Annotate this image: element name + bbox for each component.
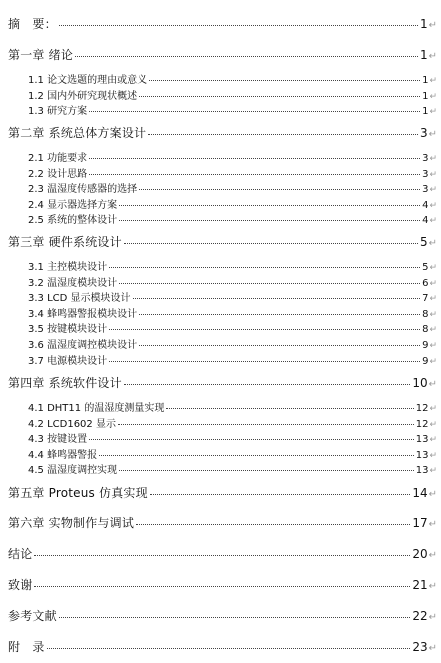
dot-leader [119,219,420,221]
toc-entry-title: 第四章 系统软件设计 [8,376,122,390]
paragraph-mark-icon: ↵ [429,341,437,351]
toc-page-number: 8 [422,324,429,335]
toc-page-number: 5 [419,235,428,249]
toc-page-number: 5 [422,262,429,273]
toc-entry-title: 3.2 温湿度模块设计 [28,278,118,289]
paragraph-mark-icon: ↵ [429,435,437,445]
paragraph-mark-icon: ↵ [429,357,437,367]
toc-section-entry[interactable] [0,336,441,351]
toc-entry-title: 第二章 系统总体方案设计 [8,126,147,140]
toc-entry-title: 4.3 按键设置 [28,434,88,445]
toc-page-number: 22 [412,609,428,623]
dot-leader [89,173,420,175]
toc-chapter-entry[interactable] [0,514,441,531]
toc-entry-title: 1.3 研究方案 [28,106,88,117]
paragraph-mark-icon: ↵ [428,20,437,31]
toc-page-number: 20 [412,547,428,561]
paragraph-mark-icon: ↵ [429,279,437,289]
paragraph-mark-icon: ↵ [429,107,437,117]
toc-section-entry[interactable] [0,165,441,180]
toc-entry-title: 3.6 温湿度调控模块设计 [28,340,138,351]
toc-entry-title: 结论 [8,547,33,561]
toc-chapter-entry[interactable] [0,124,441,141]
toc-section-entry[interactable] [0,102,441,117]
paragraph-mark-icon: ↵ [429,310,437,320]
dot-leader [119,204,420,206]
toc-page-number: 4 [422,215,429,226]
dot-leader [75,55,418,57]
paragraph-mark-icon: ↵ [429,420,437,430]
toc-chapter-entry[interactable] [0,374,441,391]
toc-entry-title: 2.5 系统的整体设计 [28,215,118,226]
toc-page-number: 1 [422,106,429,117]
paragraph-mark-icon: ↵ [428,129,437,140]
paragraph-mark-icon: ↵ [428,379,437,390]
paragraph-mark-icon: ↵ [429,263,437,273]
dot-leader [139,95,420,97]
dot-leader [89,157,420,159]
toc-section-entry[interactable] [0,415,441,430]
toc-entry-title: 4.5 温湿度调控实现 [28,465,118,476]
dot-leader [89,438,414,440]
toc-entry-title: 第六章 实物制作与调试 [8,516,135,530]
paragraph-mark-icon: ↵ [428,238,437,249]
dot-leader [148,133,418,135]
toc-entry-title: 2.1 功能要求 [28,153,88,164]
toc-section-entry[interactable] [0,461,441,476]
toc-page-number: 9 [422,356,429,367]
toc-chapter-entry[interactable] [0,46,441,63]
toc-chapter-entry[interactable] [0,484,441,501]
toc-page-number: 3 [419,126,428,140]
paragraph-mark-icon: ↵ [429,216,437,226]
paragraph-mark-icon: ↵ [428,51,437,62]
toc-entry-title: 第五章 Proteus 仿真实现 [8,486,148,500]
dot-leader [150,493,411,495]
toc-chapter-entry[interactable] [0,545,441,562]
toc-section-entry[interactable] [0,352,441,367]
paragraph-mark-icon: ↵ [429,185,437,195]
toc-page-number: 21 [412,578,428,592]
toc-entry-title: 3.5 按键模块设计 [28,324,108,335]
toc-entry-title: 3.4 蜂鸣器警报模块设计 [28,309,138,320]
paragraph-mark-icon: ↵ [429,325,437,335]
toc-section-entry[interactable] [0,399,441,414]
toc-page-number: 14 [412,486,428,500]
paragraph-mark-icon: ↵ [428,643,437,654]
toc-chapter-entry[interactable] [0,607,441,624]
toc-entry-title: 4.4 蜂鸣器警报 [28,450,98,461]
toc-page-number: 9 [422,340,429,351]
toc-section-entry[interactable] [0,289,441,304]
paragraph-mark-icon: ↵ [429,76,437,86]
toc-entry-title: 附 录 [8,640,45,654]
dot-leader [139,344,420,346]
toc-entry-title: 摘 要： [8,17,57,31]
toc-entry-title: 参考文献 [8,609,57,623]
dot-leader [59,24,418,26]
toc-entry-title: 2.2 设计思路 [28,169,88,180]
toc-section-entry[interactable] [0,274,441,289]
toc-entry-title: 3.7 电源模块设计 [28,356,108,367]
toc-entry-title: 1.2 国内外研究现状概述 [28,91,138,102]
toc-chapter-entry[interactable] [0,233,441,250]
paragraph-mark-icon: ↵ [429,466,437,476]
toc-section-entry[interactable] [0,258,441,273]
toc-page-number: 10 [412,376,428,390]
toc-chapter-entry[interactable] [0,15,441,32]
toc-page-number: 1 [419,48,428,62]
toc-page-number: 3 [422,153,429,164]
dot-leader [34,585,410,587]
dot-leader [133,297,421,299]
paragraph-mark-icon: ↵ [428,550,437,561]
toc-entry-title: 3.3 LCD 显示模块设计 [28,293,131,304]
toc-page-number: 12 [415,419,429,430]
paragraph-mark-icon: ↵ [429,201,437,211]
toc-entry-title: 第一章 绪论 [8,48,74,62]
dot-leader [89,110,420,112]
toc-page-number: 3 [422,184,429,195]
toc-entry-title: 4.2 LCD1602 显示 [28,419,116,430]
dot-leader [109,328,420,330]
dot-leader [136,523,410,525]
toc-entry-title: 1.1 论文选题的理由或意义 [28,75,148,86]
dot-leader [99,454,414,456]
toc-page-number: 13 [415,465,429,476]
paragraph-mark-icon: ↵ [428,489,437,500]
toc-page-number: 3 [422,169,429,180]
toc-entry-title: 致谢 [8,578,33,592]
paragraph-mark-icon: ↵ [428,581,437,592]
paragraph-mark-icon: ↵ [429,170,437,180]
toc-section-entry[interactable] [0,446,441,461]
dot-leader [119,282,420,284]
toc-page-number: 8 [422,309,429,320]
toc-chapter-entry[interactable] [0,638,441,655]
dot-leader [149,79,420,81]
toc-page-number: 1 [422,75,429,86]
toc-page-number: 1 [419,17,428,31]
dot-leader [119,469,414,471]
toc-section-entry[interactable] [0,305,441,320]
toc-page-number: 1 [422,91,429,102]
toc-entry-title: 第三章 硬件系统设计 [8,235,122,249]
toc-section-entry[interactable] [0,149,441,164]
dot-leader [118,423,414,425]
toc-section-entry[interactable] [0,196,441,211]
dot-leader [109,266,420,268]
toc-entry-title: 2.4 显示器选择方案 [28,200,118,211]
toc-entry-title: 3.1 主控模块设计 [28,262,108,273]
paragraph-mark-icon: ↵ [429,294,437,304]
paragraph-mark-icon: ↵ [429,92,437,102]
toc-section-entry[interactable] [0,180,441,195]
paragraph-mark-icon: ↵ [429,404,437,414]
dot-leader [166,407,413,409]
dot-leader [124,383,411,385]
toc-chapter-entry[interactable] [0,576,441,593]
toc-section-entry[interactable] [0,87,441,102]
toc-section-entry[interactable] [0,211,441,226]
toc-page-number: 13 [415,434,429,445]
toc-section-entry[interactable] [0,320,441,335]
dot-leader [124,242,418,244]
toc-page-number: 13 [415,450,429,461]
toc-page-number: 6 [422,278,429,289]
toc-page-number: 4 [422,200,429,211]
dot-leader [34,554,410,556]
toc-page-number: 12 [415,403,429,414]
toc-entry-title: 2.3 温湿度传感器的选择 [28,184,138,195]
toc-section-entry[interactable] [0,71,441,86]
paragraph-mark-icon: ↵ [429,154,437,164]
paragraph-mark-icon: ↵ [428,519,437,530]
dot-leader [109,360,420,362]
toc-page-number: 17 [412,516,428,530]
dot-leader [139,188,420,190]
toc-section-entry[interactable] [0,430,441,445]
toc-page-number: 7 [422,293,429,304]
dot-leader [59,616,411,618]
dot-leader [139,313,420,315]
paragraph-mark-icon: ↵ [428,612,437,623]
toc-entry-title: 4.1 DHT11 的温湿度测量实现 [28,403,165,414]
toc-page-number: 23 [412,640,428,654]
dot-leader [47,647,411,649]
paragraph-mark-icon: ↵ [429,451,437,461]
